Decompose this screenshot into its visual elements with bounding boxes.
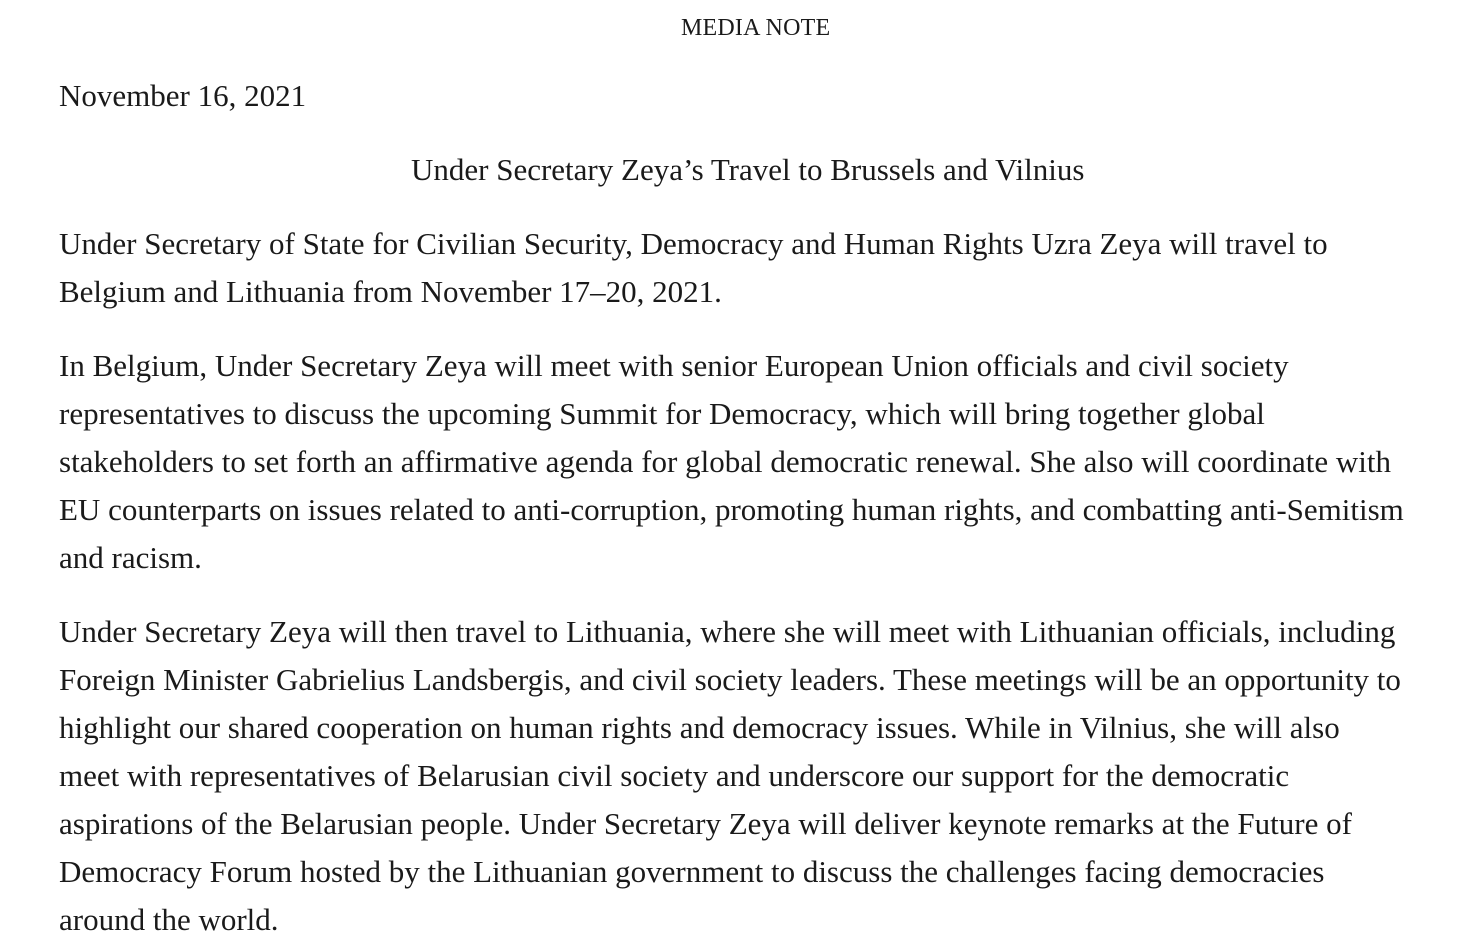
- paragraph-line: Democracy Forum hosted by the Lithuanian government to discuss the challenges facing democracies: [59, 854, 1325, 889]
- paragraph-line: Under Secretary Zeya will then travel to Lithuania, where she will meet with Lithuanian officials, including: [59, 614, 1396, 649]
- paragraph-line: Belgium and Lithuania from November 17–20, 2021.: [59, 274, 722, 309]
- paragraph-line: In Belgium, Under Secretary Zeya will meet with senior European Union officials and civil society: [59, 348, 1289, 383]
- paragraph-line: Foreign Minister Gabrielius Landsbergis, and civil society leaders. These meetings will be an opportunity to: [59, 662, 1401, 697]
- paragraph-line: highlight our shared cooperation on human rights and democracy issues. While in Vilnius, she will also: [59, 710, 1340, 745]
- paragraph-2: [59, 342, 1404, 582]
- paragraph-3: [59, 608, 1401, 944]
- document-header: MEDIA NOTE: [681, 15, 831, 41]
- paragraph-line: Under Secretary of State for Civilian Security, Democracy and Human Rights Uzra Zeya will travel to: [59, 226, 1328, 261]
- document-date: November 16, 2021: [59, 78, 307, 113]
- paragraph-line: representatives to discuss the upcoming Summit for Democracy, which will bring together global: [59, 396, 1265, 431]
- paragraph-line: stakeholders to set forth an affirmative agenda for global democratic renewal. She also will coordinate with: [59, 444, 1391, 479]
- paragraph-line: and racism.: [59, 540, 202, 575]
- paragraph-line: aspirations of the Belarusian people. Under Secretary Zeya will deliver keynote remarks at the Future of: [59, 806, 1352, 841]
- paragraph-line: around the world.: [59, 902, 279, 937]
- paragraph-1: [59, 220, 1328, 316]
- paragraph-line: meet with representatives of Belarusian civil society and underscore our support for the democratic: [59, 758, 1290, 793]
- document-title: Under Secretary Zeya’s Travel to Brussels and Vilnius: [411, 152, 1085, 187]
- paragraph-line: EU counterparts on issues related to anti-corruption, promoting human rights, and combatting anti-Semitism: [59, 492, 1404, 527]
